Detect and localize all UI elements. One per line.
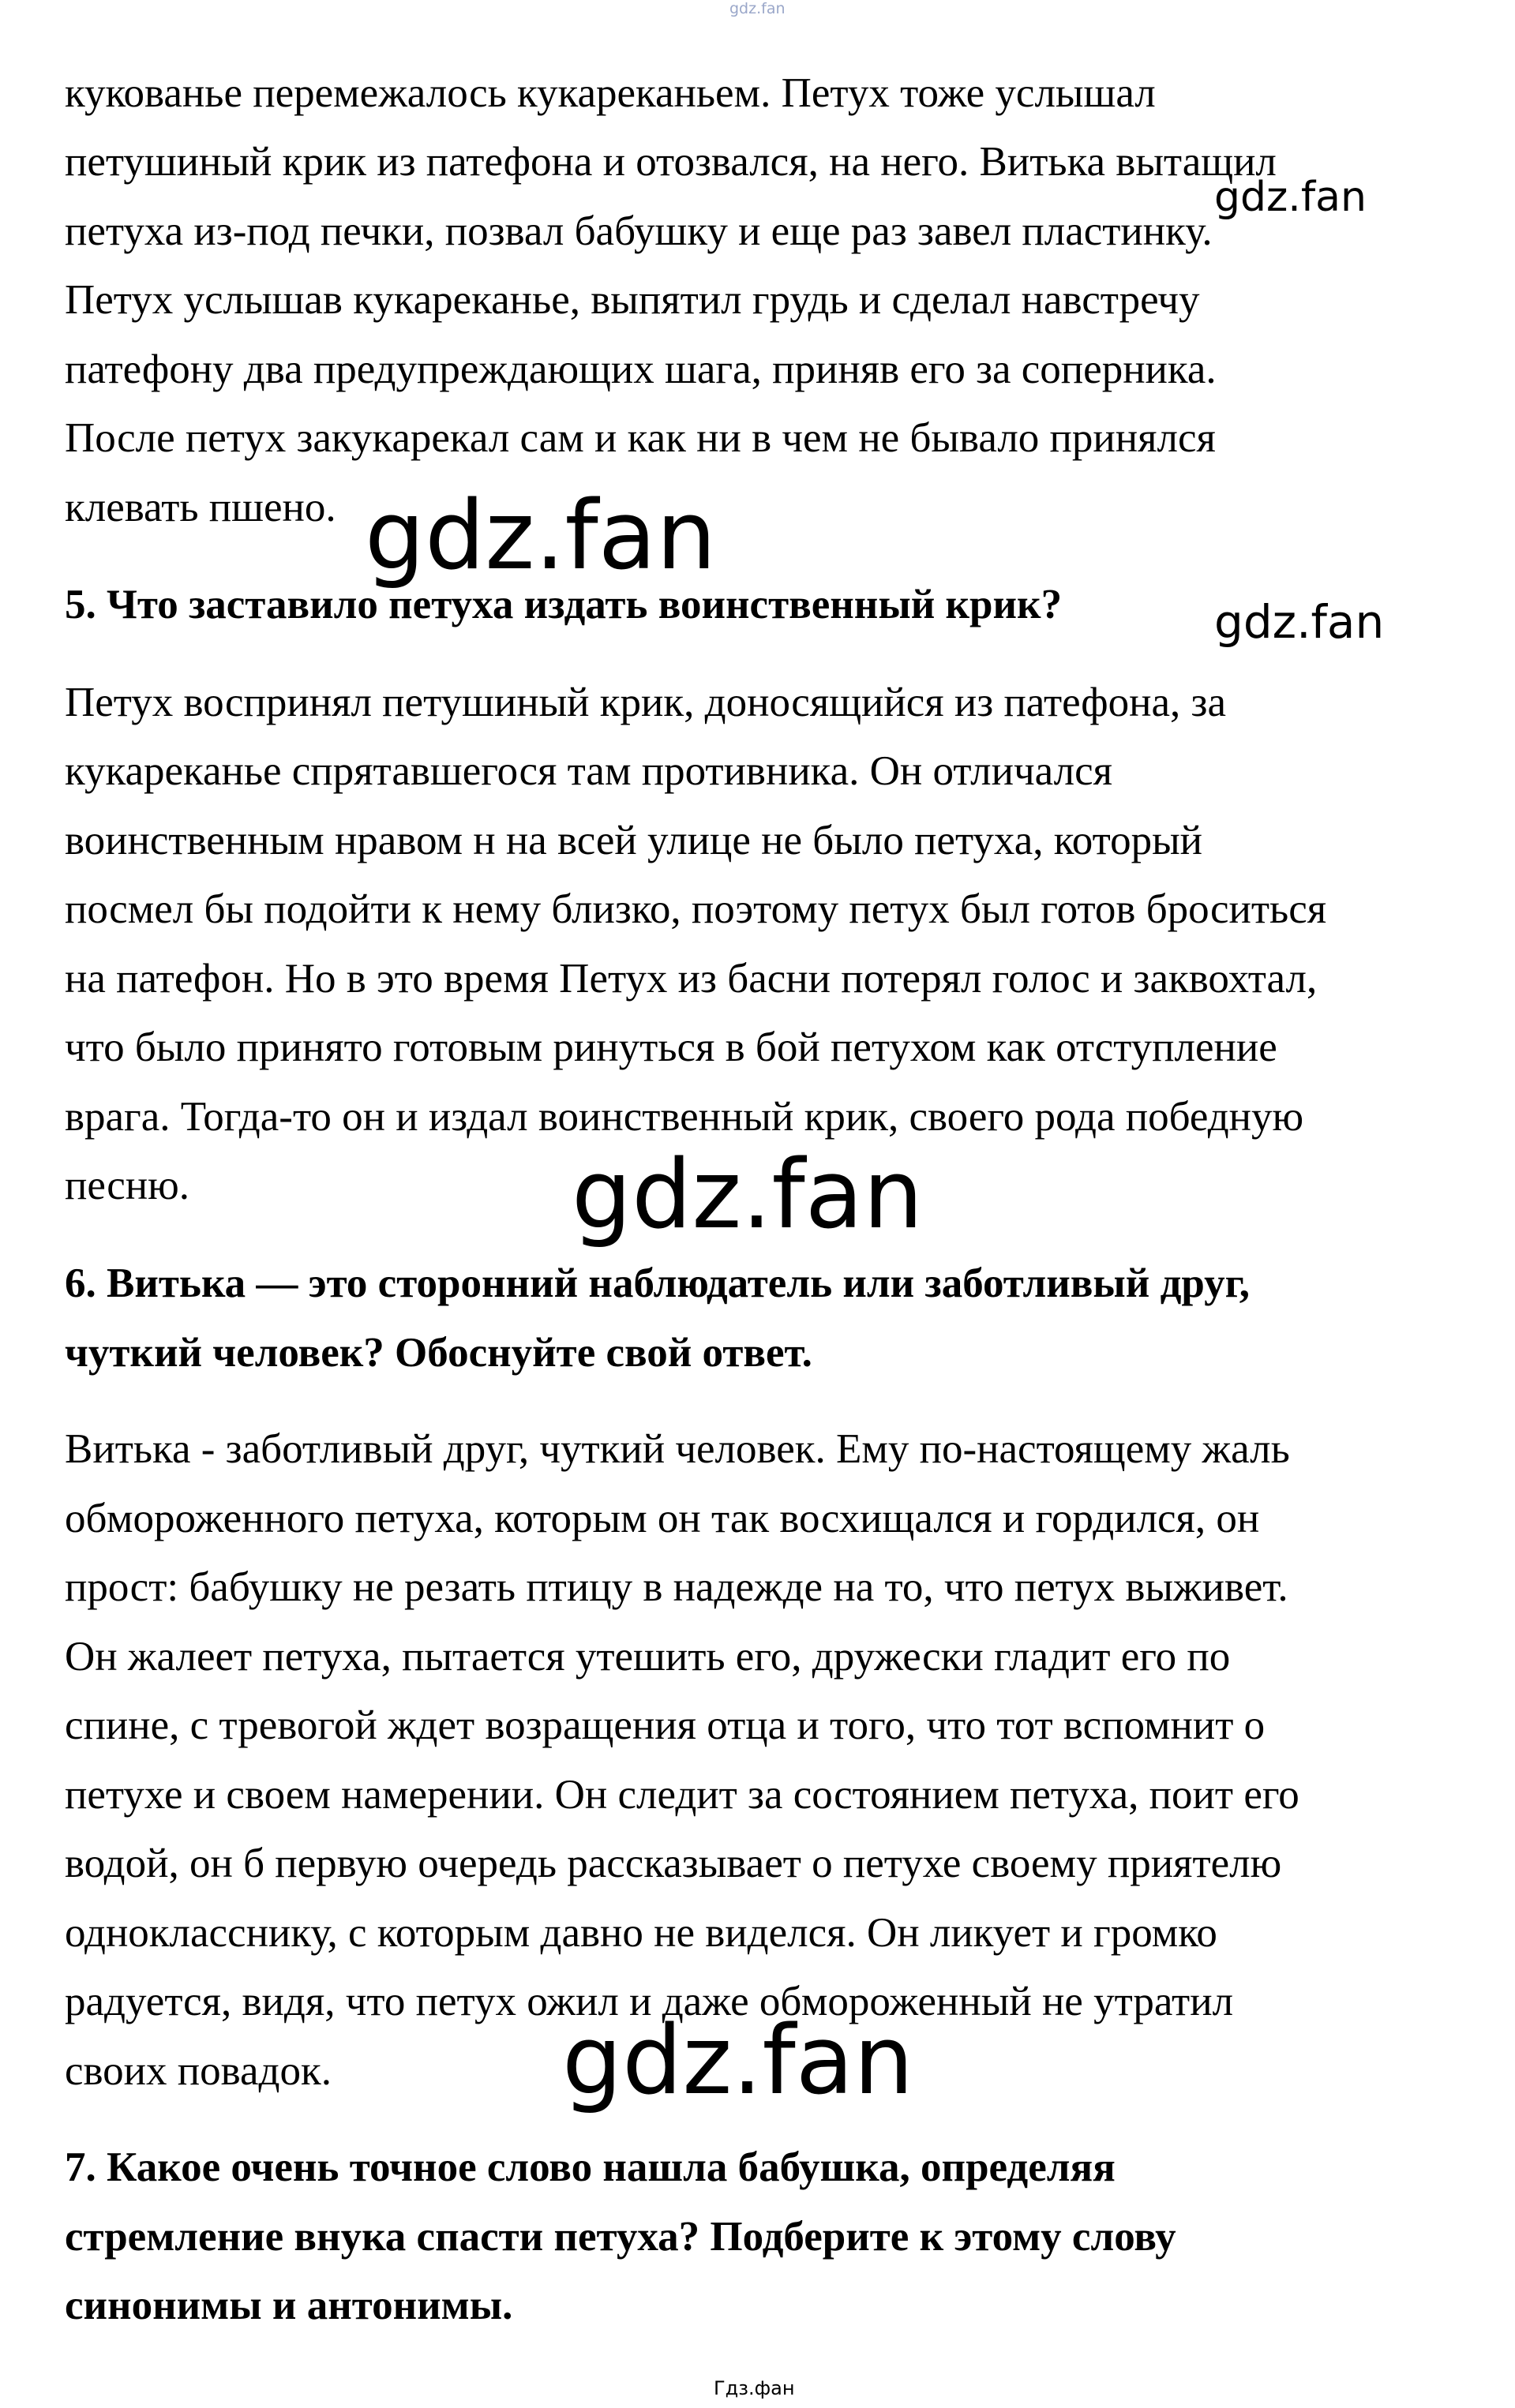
watermark: gdz.fan — [1214, 595, 1385, 649]
top-watermark: gdz.fan — [729, 0, 786, 17]
text-line: однокласснику, с которым давно не виделся. Он ликует и громко — [65, 1910, 1217, 1956]
text-line: что было принято готовым ринуться в бой петухом как отступление — [65, 1024, 1277, 1070]
text-line: Витька - заботливый друг, чуткий человек. Ему по-настоящему жаль — [65, 1426, 1290, 1472]
text-line: спине, с тревогой ждет возращения отца и того, что тот вспомнит о — [65, 1702, 1266, 1748]
text-line: на патефон. Но в это время Петух из басни потерял голос и заквохтал, — [65, 956, 1318, 1002]
question-heading: 5. Что заставило петуха издать воинственный крик? — [65, 582, 1063, 627]
text-line: Петух воспринял петушиный крик, доносящийся из патефона, за — [65, 680, 1226, 725]
text-line: прост: бабушку не резать птицу в надежде на то, что петух выживет. — [65, 1564, 1288, 1610]
text-line: петуха из-под печки, позвал бабушку и еще раз завел пластинку. — [65, 208, 1213, 254]
text-line: радуется, видя, что петух ожил и даже обмороженный не утратил — [65, 1979, 1234, 2024]
text-line: воинственным нравом н на всей улице не было петуха, который — [65, 818, 1203, 863]
text-line: своих повадок. — [65, 2048, 332, 2094]
watermark: gdz.fan — [1214, 174, 1367, 221]
text-line: Петух услышав кукареканье, выпятил грудь и сделал навстречу — [65, 277, 1200, 323]
text-line: петухе и своем намерении. Он следит за состоянием петуха, поит его — [65, 1772, 1299, 1818]
text-line: водой, он б первую очередь рассказывает о петухе своему приятелю — [65, 1841, 1282, 1886]
text-line: обмороженного петуха, которым он так восхищался и гордился, он — [65, 1496, 1260, 1541]
text-line: После петух закукарекал сам и как ни в чем не бывало принялся — [65, 415, 1216, 461]
watermark: gdz.fan — [572, 1140, 924, 1250]
text-line: врага. Тогда-то он и издал воинственный крик, своего рода победную — [65, 1094, 1304, 1140]
text-line: кукованье перемежалось кукареканьем. Петух тоже услышал — [65, 70, 1156, 116]
question-heading: стремление внука спасти петуха? Подберите к этому слову — [65, 2214, 1176, 2260]
question-heading: чуткий человек? Обоснуйте свой ответ. — [65, 1330, 812, 1376]
text-line: Он жалеет петуха, пытается утешить его, дружески гладит его по — [65, 1634, 1231, 1680]
text-line: посмел бы подойти к нему близко, поэтому петух был готов броситься — [65, 886, 1327, 932]
question-heading: синонимы и антонимы. — [65, 2283, 513, 2328]
text-line: петушиный крик из патефона и отозвался, на него. Витька вытащил — [65, 139, 1277, 185]
text-line: кукареканье спрятавшегося там противника. Он отличался — [65, 748, 1112, 794]
question-heading: 7. Какое очень точное слово нашла бабушка, определяя — [65, 2144, 1116, 2190]
page-footer: Гдз.фан — [714, 2377, 795, 2399]
question-heading: 6. Витька — это сторонний наблюдатель или заботливый друг, — [65, 1260, 1251, 1306]
text-line: клевать пшено. — [65, 485, 336, 530]
watermark: gdz.fan — [562, 2006, 914, 2116]
text-line: патефону два предупреждающих шага, приняв его за соперника. — [65, 346, 1217, 392]
text-line: песню. — [65, 1163, 189, 1208]
watermark: gdz.fan — [365, 481, 717, 591]
